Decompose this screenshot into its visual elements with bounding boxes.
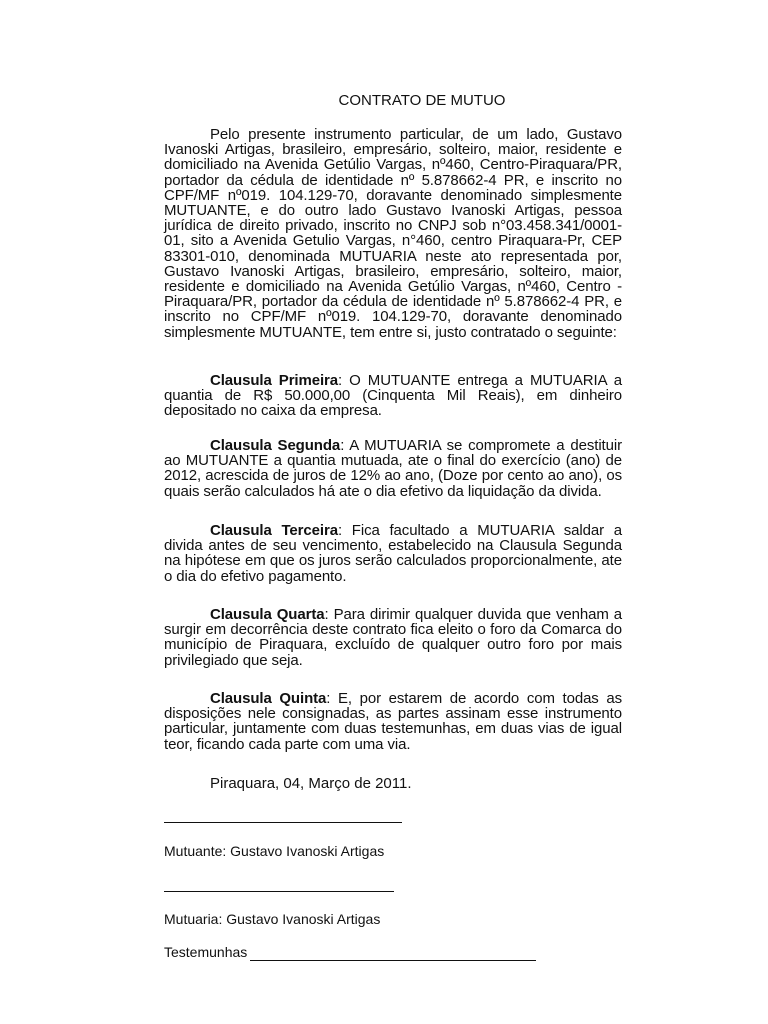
place-date: Piraquara, 04, Março de 2011. [210,775,412,792]
clause-second [164,438,622,499]
clause-fifth-heading: Clausula Quinta [210,690,327,707]
clause-third-heading: Clausula Terceira [210,522,338,539]
clause-fourth [164,607,622,668]
clause-second-heading: Clausula Segunda [210,437,341,454]
mutuante-label: Mutuante: Gustavo Ivanoski Artigas [164,843,385,859]
clause-first [164,373,622,419]
contract-page [164,0,622,1024]
clause-fourth-heading: Clausula Quarta [210,606,325,623]
clause-fifth-text: : E, por estarem de acordo com todas as disposições nele consignadas, as partes assinam esse instrumento particular, juntamente com duas testemunhas, em duas vias de igual teor, ficando cada parte com uma via. [164,690,623,753]
witnesses-label: Testemunhas [164,944,248,960]
clause-second-text: : A MUTUARIA se compromete a destituir ao MUTUANTE a quantia mutuada, ate o final do exercício (ano) de 2012, acrescida de juros de 12% ao ano, (Doze por cento ao ano), os quais serão calculados há ate o dia efetivo da liquidação da divida. [164,437,622,500]
mutuaria-label: Mutuaria: Gustavo Ivanoski Artigas [164,911,381,927]
clause-third [164,523,622,584]
mutuaria-signature-line [164,891,394,892]
clause-first-heading: Clausula Primeira [210,372,339,389]
clause-fourth-text: : Para dirimir qualquer duvida que venham a surgir em decorrência deste contrato fica eleito o foro da Comarca do município de Piraquara, excluído de qualquer outro foro por mais privilegiado que seja. [164,606,622,669]
mutuante-signature-line [164,822,402,823]
witnesses-signature-line [250,960,536,961]
clause-fifth [164,691,622,752]
clause-third-text: : Fica facultado a MUTUARIA saldar a divida antes de seu vencimento, estabelecido na Clausula Segunda na hipótese em que os juros serão calculados proporcionalmente, ate o dia do efetivo pagamento. [164,522,622,585]
document-title: CONTRATO DE MUTUO [338,92,506,109]
intro-paragraph: Pelo presente instrumento particular, de um lado, Gustavo Ivanoski Artigas, brasileiro, empresário, solteiro, maior, residente e domiciliado na Avenida Getúlio Vargas, nº460, Centro-Piraquara/PR, portador da cédula de identidade nº 5.878662-4 PR, e inscrito no CPF/MF nº019. 104.129-70, doravante denominado simplesmente MUTUANTE, e do outro lado Gustavo Ivanoski Artigas, pessoa jurídica de direito privado, inscrito no CNPJ sob n°03.458.341/0001-01, sito a Avenida Getulio Vargas, n°460, centro Piraquara-Pr, CEP 83301-010, denominada MUTUARIA neste ato representada por, Gustavo Ivanoski Artigas, brasileiro, empresário, solteiro, maior, residente e domiciliado na Avenida Getúlio Vargas, nº460, Centro - Piraquara/PR, portador da cédula de identidade nº 5.878662-4 PR, e inscrito no CPF/MF nº019. 104.129-70, doravante denominado simplesmente MUTUANTE, tem entre si, justo contratado o seguinte: [164,126,622,341]
clause-first-text: : O MUTUANTE entrega a MUTUARIA a quantia de R$ 50.000,00 (Cinquenta Mil Reais), em dinheiro depositado no caixa da empresa. [164,372,622,420]
